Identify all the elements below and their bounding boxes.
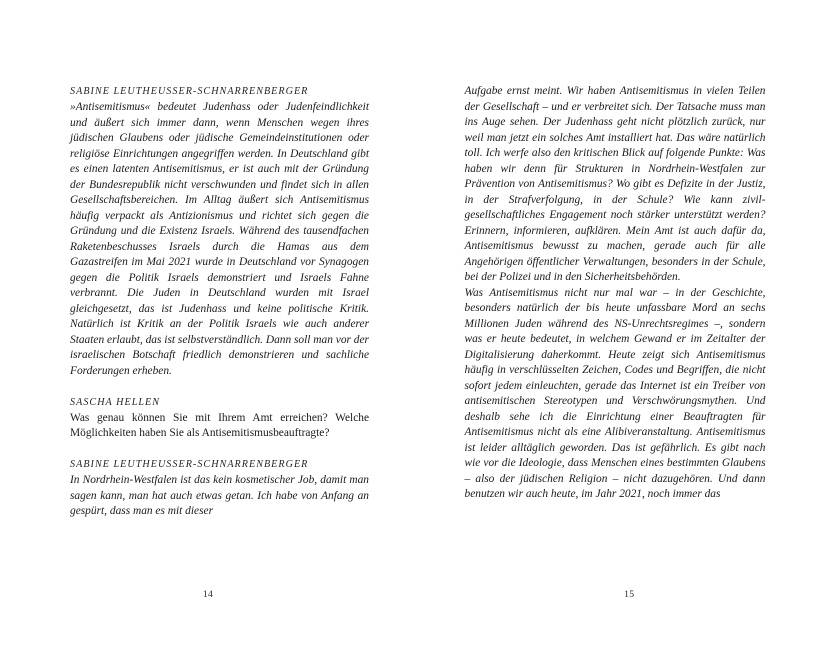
interview-block (70, 395, 369, 442)
page-right (417, 0, 833, 648)
text-column-left (70, 84, 369, 520)
page-number (0, 589, 417, 600)
speaker-name: SASCHA HELLEN (70, 396, 161, 408)
question-paragraph: Was genau können Sie mit Ihrem Amt erreichen? Welche Möglichkeiten haben Sie als Antisemitismusbeauftragte? (70, 411, 369, 439)
interview-block (70, 84, 369, 379)
text-column-right (465, 84, 766, 503)
speaker-name: SABINE LEUTHEUSSER-SCHNARRENBERGER (70, 86, 309, 97)
answer-paragraph: Aufgabe ernst meint. Wir haben Antisemitismus in vielen Teilen der Gesellschaft – und er verbreitet sich. Der Tatsache muss man ins Auge sehen. Der Judenhass geht nicht plötzlich zurück, nur weil man jetzt ein solches Amt installiert hat. Das wäre natürlich toll. Ich werfe also den kritischen Blick auf folgende Punkte: Was haben wir denn für Strukturen in Nordrhein-Westfalen zur Prävention von Antisemitismus? Wo gibt es Defizite in der Justiz, in der Strafverfolgung, in der Schule? Wie kann zivilgesellschaftliches Engagement noch stärker unterstützt werden? Erinnern, informieren, aufklären. Mein Amt ist auch dafür da, Antisemitismus bewusst zu machen, gerade auch für alle Angehörigen öffentlicher Verwaltungen, besonders in der Schule, bei der Polizei und in den Sicherheitsbehörden. (464, 85, 766, 283)
answer-paragraph: In Nordrhein-Westfalen ist das kein kosmetischer Job, damit man sagen kann, man hat auch etwas getan. Ich habe von Anfang an gespürt, dass man es mit dieser (70, 474, 369, 517)
answer-paragraph-continuation: Was Antisemitismus nicht nur mal war – in der Geschichte, besonders natürlich der bis heute unfassbare Mord an sechs Millionen Juden während des NS-Unrechtsregimes –, sondern was er heute bedeutet, in welchem Gewand er im Zeitalter der Digitalisierung daherkommt. Heute zeigt sich Antisemitismus häufig in verschlüsselten Zeichen, Codes und Begriffen, die nicht sofort jedem einleuchten, gerade das Internet ist ein Treiber von antisemitischen Stereotypen und Verschwörungsmythen. Und deshalb sehe ich die Einrichtung einer Beauftragten für Antisemitismus nicht als eine Alibiveranstaltung. Antisemitismus ist leider alltäglich geworden. Das ist gefährlich. Es gibt nach wie vor die Ideologie, dass Menschen eines bestimmten Glaubens – also der jüdischen Religion – nicht dazugehören. Und dann benutzen wir auch heute, im Jahr 2021, noch immer das (464, 286, 766, 500)
page-number (417, 589, 833, 600)
interview-block (70, 457, 369, 520)
interview-block (465, 84, 766, 503)
page-number-value: 15 (624, 589, 635, 600)
speaker-name: SABINE LEUTHEUSSER-SCHNARRENBERGER (70, 459, 309, 470)
answer-paragraph: »Antisemitismus« bedeutet Judenhass oder Judenfeindlichkeit und äußert sich immer dann, wenn Menschen wegen ihres jüdischen Glaubens oder jüdische Gemeindeinstitutionen oder religiöse Einrichtungen angegriffen werden. In Deutschland gibt es einen latenten Antisemitismus, er ist auch mit der Gründung der Bundesrepublik nicht verschwunden und findet sich in allen Gesellschaftsbereichen. Im Alltag äußert sich Antisemitismus häufig verpackt als Antizionismus und richtet sich gegen die Gründung und die Existenz Israels. Während des tausendfachen Raketenbeschusses Israels durch die Hamas aus dem Gazastreifen im Mai 2021 wurde in Deutschland vor Synagogen gegen die Politik Israels demonstriert und Israels Fahne verbrannt. Die Juden in Deutschland wurden mit Israel gleichgesetzt, das ist Judenhass und keine politische Kritik. Natürlich ist Kritik an der Politik Israels wie auch anderer Staaten erlaubt, das ist selbstverständlich. Dann soll man vor der israelischen Botschaft friedlich demonstrieren und sachliche Forderungen erheben. (70, 101, 369, 377)
page-number-value: 14 (202, 589, 214, 600)
